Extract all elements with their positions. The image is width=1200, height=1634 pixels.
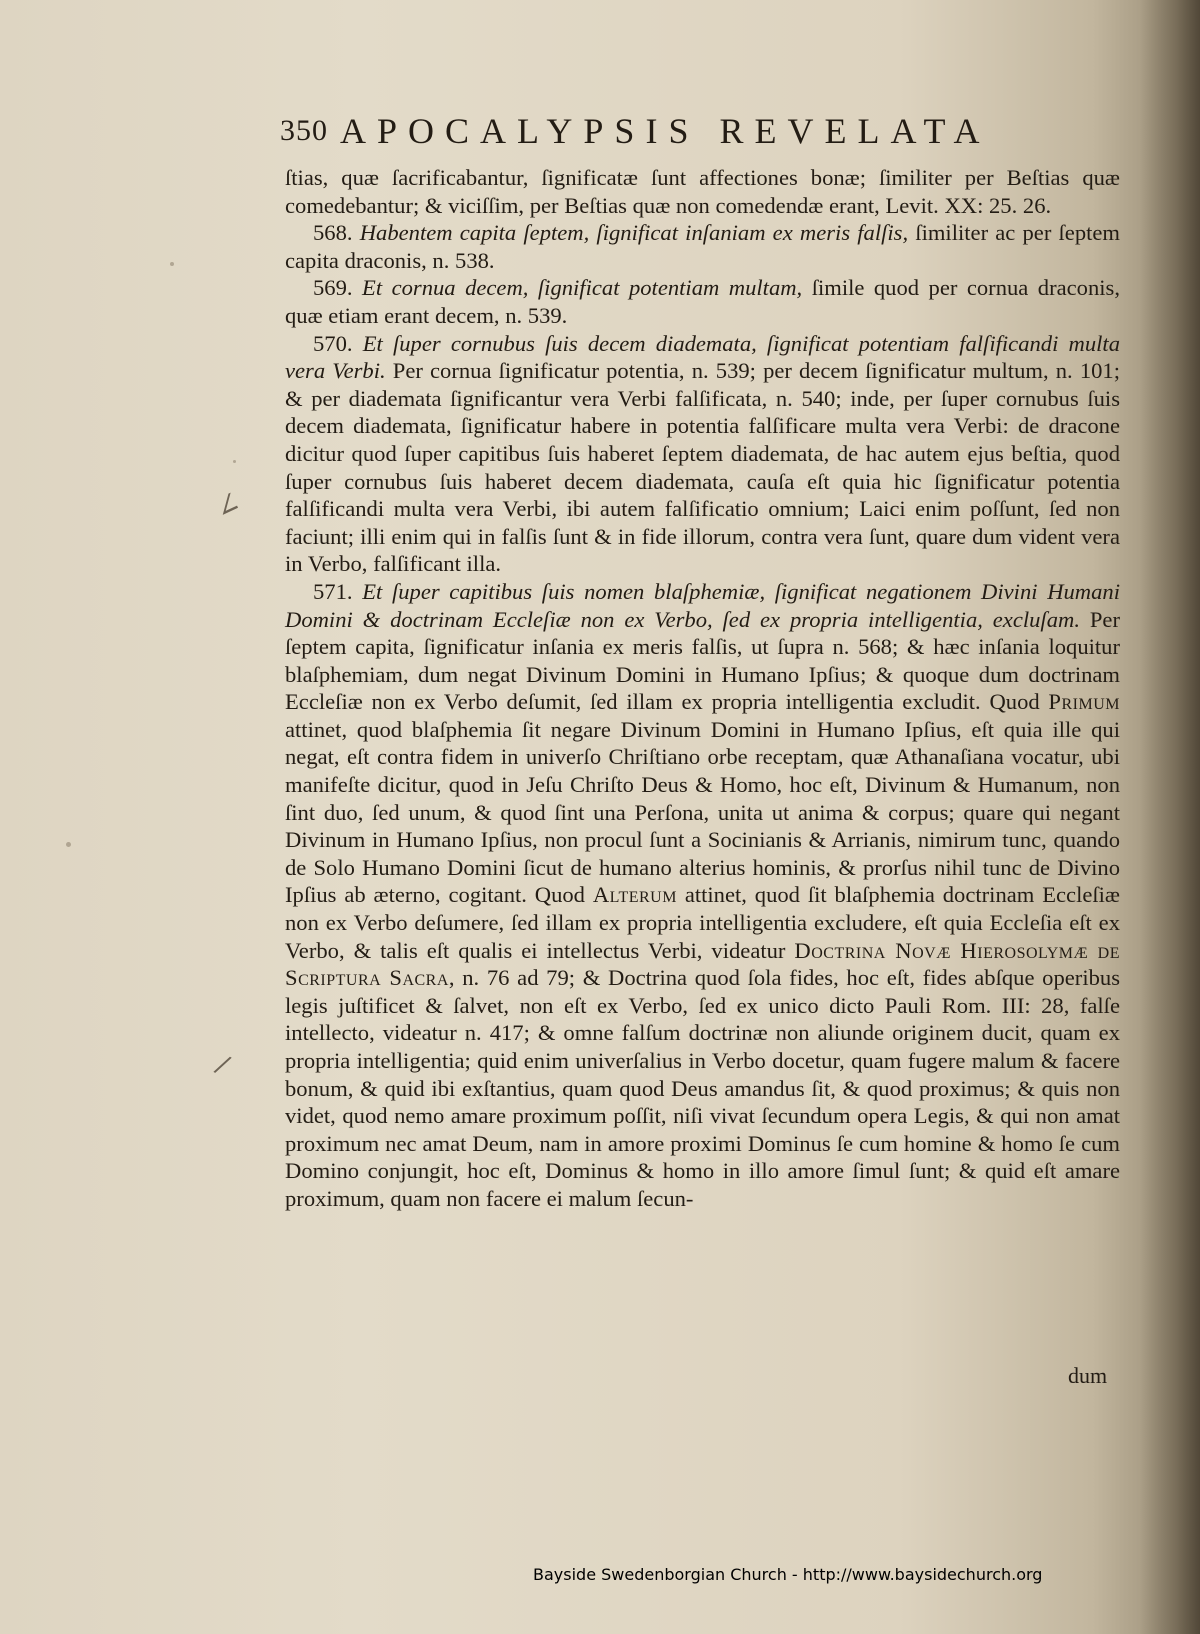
lemma: Et ſuper capitibus ſuis nomen blaſphemiæ, ſignificat negationem Divini Humani Domini & doctrinam Eccleſiæ non ex Verbo, ſed ex propria intelligentia, excluſam.: [285, 578, 1120, 632]
paragraph-text: ſimiliter ac per ſeptem capita draconis, n. 538.: [285, 220, 1120, 273]
paragraph-571: [285, 578, 1120, 1213]
paragraph-number: 569.: [313, 275, 353, 301]
running-header: [280, 104, 1070, 152]
paper-speck: [233, 460, 236, 463]
paragraph-text: attinet, quod blaſphemia ſit negare Divinum Domini in Humano Ipſius, eſt quia ille qui negat, eſt contra fidem in univerſo Chriſtiano orbe receptam, quæ Athanaſiana vocatur, ubi manifeſte dicitur, quod in Jeſu Chriſto Deus & Homo, hoc eſt, Divinum & Humanum, non ſint duo, ſed unum, & quod ſint una Perſona, unita ut anima & corpus; quare qui negant Divinum in Humano Ipſius, non procul ſunt a Socinianis & Arrianis, nimirum tunc, quando de Solo Humano Domini ſicut de humano alterius hominis, & prorſus nihil tunc de Divino Ipſius ab æterno, cogitant. Quod: [285, 716, 1120, 908]
paragraph-text: Per cornua ſignificatur potentia, n. 539; per decem ſignificatur multum, n. 101; & per diademata ſignificantur vera Verbi falſificata, n. 540; inde, per ſuper cornubus ſuis decem diademata, ſignificatur habere in potentia falſificare multa vera Verbi: de dracone dicitur quod ſuper capitibus ſuis haberet ſeptem diademata, de hac autem ejus beſtia, quod ſuper cornubus ſuis haberet decem diademata, cauſa eſt quia hic ſignificatur potentia falſificandi multa vera Verbi, ibi autem falſificatio omnium; Laici enim poſſunt, ſed non faciunt; illi enim qui in falſis ſunt & in fide illorum, contra vera ſunt, quare dum vident vera in Verbo, falſificant illa.: [285, 358, 1120, 577]
footer-credit: Bayside Swedenborgian Church - http://www.baysidechurch.org: [533, 1565, 1043, 1584]
paper-speck: [170, 262, 174, 266]
body-text: [285, 164, 1120, 1213]
small-caps-text: Alterum: [592, 882, 677, 908]
paragraph-continuation: ſtias, quæ ſacrificabantur, ſignificatæ ſunt affectiones bonæ; ſimiliter per Beſtias quæ comedebantur; & viciſſim, per Beſtias quæ non comedendæ erant, Levit. XX: 25. 26.: [285, 165, 1120, 218]
paragraph-text: attinet, quod ſit blaſphemia doctrinam Eccleſiæ non ex Verbo deſumere, ſed illam ex propria intelligentia excludere, eſt quia Eccleſia eſt ex Verbo, & talis eſt qualis ei intellectus Verbi, videatur: [285, 882, 1120, 963]
margin-pencil-mark: /: [211, 1049, 234, 1081]
paragraph-number: 570.: [313, 330, 353, 356]
small-caps-text: Primum: [1048, 689, 1120, 715]
lemma: Et cornua decem, ſignificat potentiam multam,: [362, 275, 803, 301]
lemma: Habentem capita ſeptem, ſignificat inſaniam ex meris falſis,: [359, 220, 909, 246]
paragraph-text: Per ſeptem capita, ſignificatur inſania ex meris falſis, ut ſupra n. 568; & hæc inſania loquitur blaſphemiam, dum negat Divinum Domini in Humano Ipſius; & quoque dum doctrinam Eccleſiæ non ex Verbo deſumit, ſed illam ex propria intelligentia excludit. Quod: [285, 606, 1120, 715]
margin-pencil-mark: ∠: [208, 484, 247, 527]
paper-speck: [66, 842, 71, 847]
paragraph-number: 571.: [313, 578, 353, 604]
paragraph-number: 568.: [313, 220, 353, 246]
catchword: dum: [1068, 1363, 1108, 1388]
small-caps-title: Doctrina Novæ Hieroſolymæ de Scriptura Sacra: [285, 937, 1120, 991]
paragraph-568: [285, 219, 1120, 274]
paragraph-570: [285, 330, 1120, 578]
paragraph-569: [285, 274, 1120, 329]
binding-shadow: [1140, 0, 1200, 1634]
lemma: Et ſuper cornubus ſuis decem diademata, ſignificat potentiam falſificandi multa vera Verbi.: [285, 330, 1120, 384]
running-title: APOCALYPSIS REVELATA: [340, 111, 991, 151]
page-number: 350: [280, 114, 328, 147]
paragraph-text: ſimile quod per cornua draconis, quæ etiam erant decem, n. 539.: [285, 275, 1120, 328]
paragraph-text: , n. 76 ad 79; & Doctrina quod ſola fides, hoc eſt, fides abſque operibus legis juſtificet & ſalvet, non eſt ex Verbo, ſed ex unico dicto Pauli Rom. III: 28, falſe intellecto, videatur n. 417; & omne falſum doctrinæ non aliunde originem ducit, quam ex propria intelligentia; quid enim univerſalius in Verbo docetur, quam fugere malum & facere bonum, & quid ibi exſtantius, quam quod Deus amandus ſit, & quod proximus; & quis non videt, quod nemo amare proximum poſſit, niſi vivat ſecundum opera Legis, & qui non amat proximum nec amat Deum, nam in amore proximi Dominus ſe cum homine & homo ſe cum Domino conjungit, hoc eſt, Dominus & homo in illo amore ſimul ſunt; & quid eſt amare proximum, quam non facere ei malum ſecun-: [285, 965, 1120, 1211]
